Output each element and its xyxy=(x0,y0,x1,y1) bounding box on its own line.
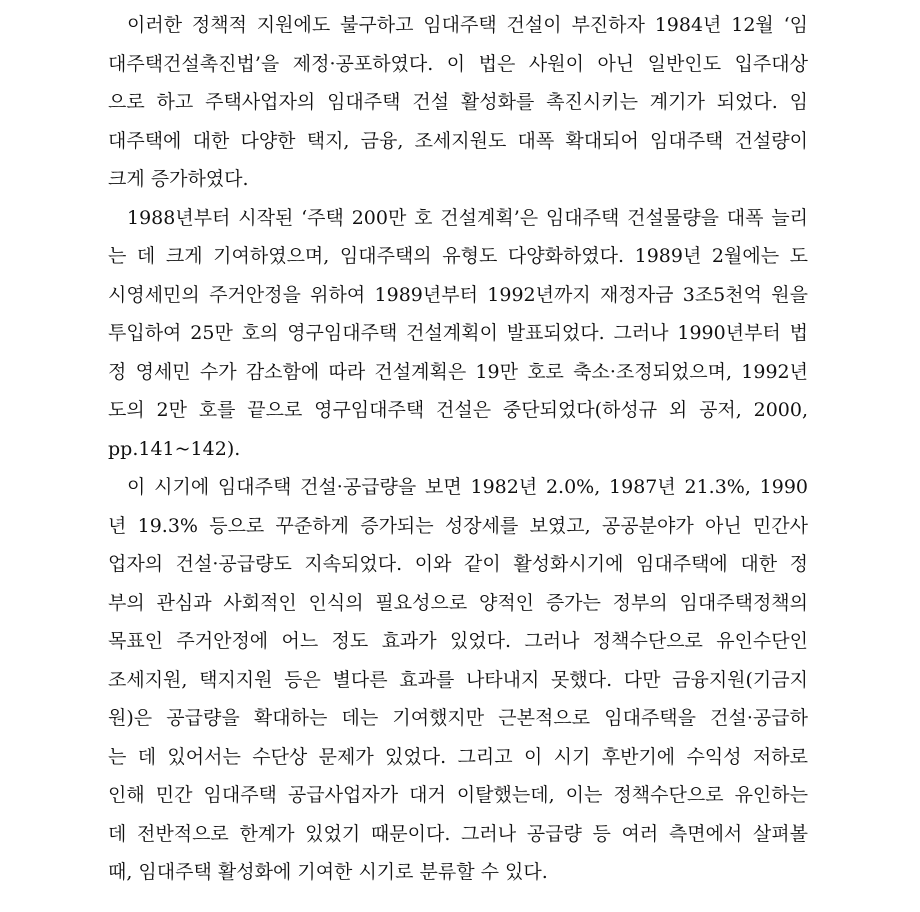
text-line: 1988년부터 시작된 ‘주택 200만 호 건설계획’은 임대주택 건설물량을 대폭 늘리 xyxy=(127,206,808,229)
paragraph-1 xyxy=(108,6,808,199)
text-line: 이러한 정책적 지원에도 불구하고 임대주택 건설이 부진하자 1984년 12월 ‘임 xyxy=(127,14,808,36)
text-line: 원)은 공급량을 확대하는 데는 기여했지만 근본적으로 임대주택을 건설·공급하 xyxy=(108,707,808,729)
text-line: 으로 하고 주택사업자의 임대주택 건설 활성화를 촉진시키는 계기가 되었다. 임 xyxy=(108,91,808,113)
text-line: 목표인 주거안정에 어느 정도 효과가 있었다. 그러나 정책수단으로 유인수단인 xyxy=(108,630,808,652)
text-line: pp.141~142). xyxy=(108,437,241,460)
text-line: 정 영세민 수가 감소함에 따라 건설계획은 19만 호로 축소·조정되었으며, 1992년 xyxy=(108,360,808,383)
text-line: 대주택건설촉진법’을 제정·공포하였다. 이 법은 사원이 아닌 일반인도 입주대상 xyxy=(108,52,808,75)
text-line: 부의 관심과 사회적인 인식의 필요성으로 양적인 증가는 정부의 임대주택정책의 xyxy=(108,591,808,614)
text-line: 투입하여 25만 호의 영구임대주택 건설계획이 발표되었다. 그러나 1990년부터 법 xyxy=(108,322,808,344)
text-line: 업자의 건설·공급량도 지속되었다. 이와 같이 활성화시기에 임대주택에 대한 정 xyxy=(108,553,808,575)
text-line: 조세지원, 택지지원 등은 별다른 효과를 나타내지 못했다. 다만 금융지원(기금지 xyxy=(108,668,808,691)
text-line: 대주택에 대한 다양한 택지, 금융, 조세지원도 대폭 확대되어 임대주택 건설량이 xyxy=(108,129,808,152)
text-line: 년 19.3% 등으로 꾸준하게 증가되는 성장세를 보였고, 공공분야가 아닌 민간사 xyxy=(108,514,808,537)
text-line: 도의 2만 호를 끝으로 영구임대주택 건설은 중단되었다(하성규 외 공저, 2000, xyxy=(108,399,808,421)
text-line: 이 시기에 임대주택 건설·공급량을 보면 1982년 2.0%, 1987년 21.3%, 1990 xyxy=(127,476,808,498)
text-line: 데 전반적으로 한계가 있었기 때문이다. 그러나 공급량 등 여러 측면에서 살펴볼 xyxy=(108,822,808,845)
text-line: 크게 증가하였다. xyxy=(108,168,249,190)
text-line: 는 데 있어서는 수단상 문제가 있었다. 그리고 이 시기 후반기에 수익성 저하로 xyxy=(108,745,808,768)
text-line: 인해 민간 임대주택 공급사업자가 대거 이탈했는데, 이는 정책수단으로 유인하는 xyxy=(108,784,808,806)
text-line: 는 데 크게 기여하였으며, 임대주택의 유형도 다양화하였다. 1989년 2월에는 도 xyxy=(108,245,808,267)
body-text xyxy=(108,6,808,892)
paragraph-3 xyxy=(108,468,808,892)
paragraph-2 xyxy=(108,199,808,469)
text-line: 때, 임대주택 활성화에 기여한 시기로 분류할 수 있다. xyxy=(108,861,548,883)
text-line: 시영세민의 주거안정을 위하여 1989년부터 1992년까지 재정자금 3조5천억 원을 xyxy=(108,283,808,306)
